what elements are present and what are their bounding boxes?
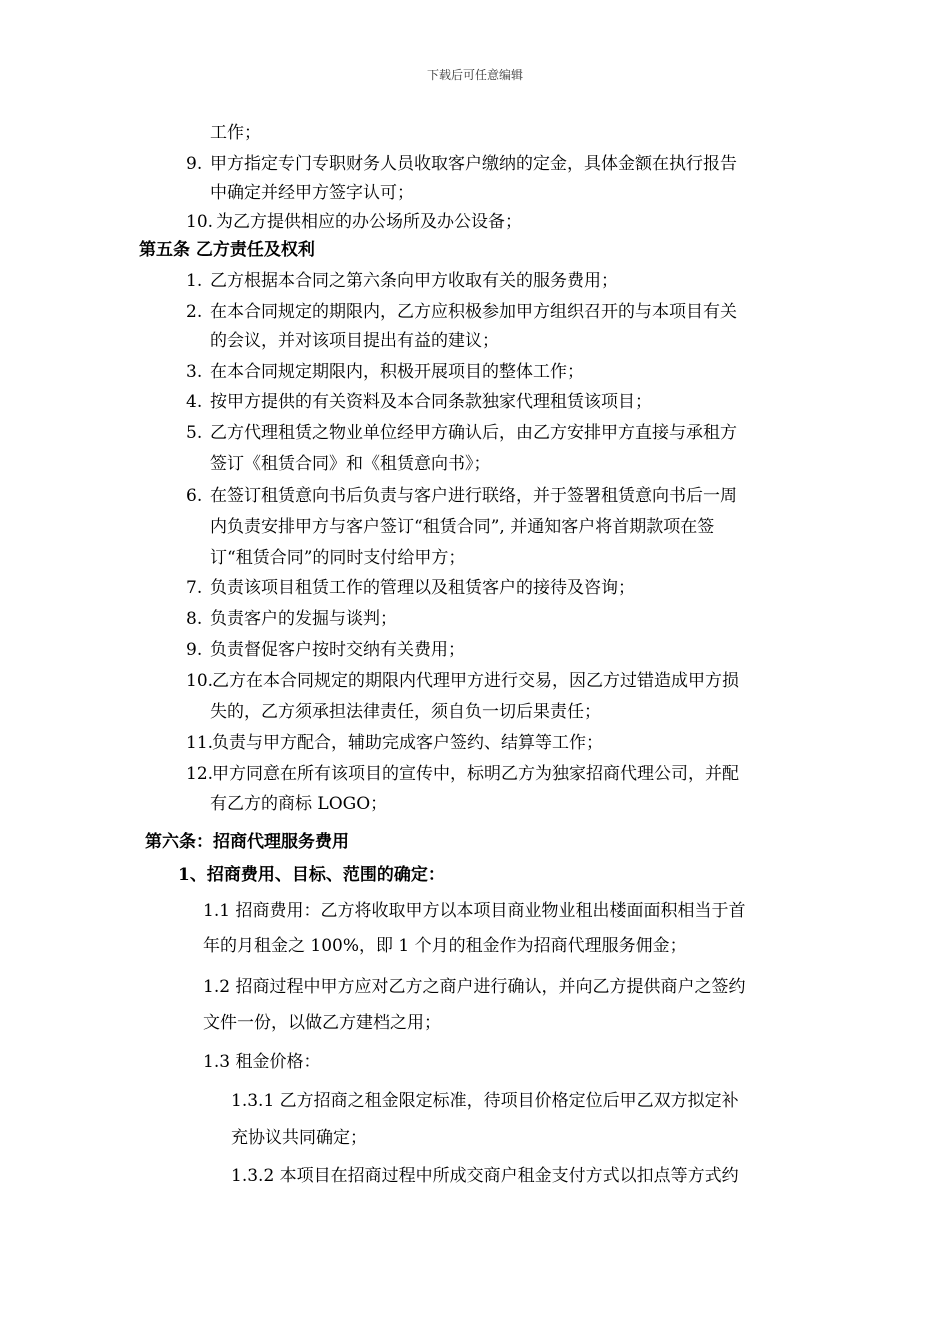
s5-item-11-number: 11. — [186, 733, 214, 753]
s5-item-9-line-1: 负责督促客户按时交纳有关费用； — [210, 640, 465, 660]
s5-item-7-number: 7. — [186, 578, 203, 598]
item-9-line-2: 中确定并经甲方签字认可； — [210, 183, 414, 203]
item-10-number: 10. — [186, 212, 214, 232]
section-6-title: 第六条：招商代理服务费用 — [145, 832, 349, 852]
item-9-number: 9. — [186, 154, 203, 174]
s5-item-8-number: 8. — [186, 609, 203, 629]
s5-item-12-number: 12. — [186, 764, 214, 784]
s5-item-1-number: 1. — [186, 271, 203, 291]
section-5-title: 第五条 乙方责任及权利 — [139, 240, 315, 260]
clause-1-3-1-line-2: 充协议共同确定； — [231, 1128, 367, 1148]
clause-1-3-1-line-1: 1.3.1 乙方招商之租金限定标准，待项目价格定位后甲乙双方拟定补 — [231, 1091, 739, 1111]
s5-item-6-line-1: 在签订租赁意向书后负责与客户进行联络，并于签署租赁意向书后一周 — [210, 486, 737, 506]
item-9-line-1: 甲方指定专门专职财务人员收取客户缴纳的定金，具体金额在执行报告 — [210, 154, 737, 174]
item-8-continuation: 工作； — [210, 123, 261, 143]
s5-item-11-line-1: 负责与甲方配合，辅助完成客户签约、结算等工作； — [212, 733, 603, 753]
clause-1-3: 1.3 租金价格： — [203, 1052, 321, 1072]
s5-item-5-line-2: 签订《租赁合同》和《租赁意向书》； — [210, 454, 491, 474]
s5-item-1-line-1: 乙方根据本合同之第六条向甲方收取有关的服务费用； — [210, 271, 618, 291]
s5-item-5-line-1: 乙方代理租赁之物业单位经甲方确认后，由乙方安排甲方直接与承租方 — [210, 423, 737, 443]
clause-1-2-line-1: 1.2 招商过程中甲方应对乙方之商户进行确认，并向乙方提供商户之签约 — [203, 977, 746, 997]
s5-item-12-line-2: 有乙方的商标 LOGO； — [210, 794, 388, 814]
item-10-text: 为乙方提供相应的办公场所及办公设备； — [216, 212, 522, 232]
section-6-subtitle-1: 1、招商费用、目标、范围的确定： — [178, 865, 445, 885]
s5-item-12-line-1: 甲方同意在所有该项目的宣传中，标明乙方为独家招商代理公司，并配 — [212, 764, 739, 784]
s5-item-4-number: 4. — [186, 392, 203, 412]
s5-item-3-number: 3. — [186, 362, 203, 382]
s5-item-10-line-1: 乙方在本合同规定的期限内代理甲方进行交易，因乙方过错造成甲方损 — [212, 671, 739, 691]
s5-item-6-line-2: 内负责安排甲方与客户签订“租赁合同”, 并通知客户将首期款项在签 — [210, 517, 715, 537]
clause-1-2-line-2: 文件一份，以做乙方建档之用； — [203, 1013, 441, 1033]
clause-1-3-2-line-1: 1.3.2 本项目在招商过程中所成交商户租金支付方式以扣点等方式约 — [231, 1166, 739, 1186]
s5-item-3-line-1: 在本合同规定期限内，积极开展项目的整体工作； — [210, 362, 584, 382]
clause-1-1-line-2: 年的月租金之 100%，即 1 个月的租金作为招商代理服务佣金； — [203, 936, 687, 956]
s5-item-2-line-1: 在本合同规定的期限内，乙方应积极参加甲方组织召开的与本项目有关 — [210, 302, 737, 322]
s5-item-6-number: 6. — [186, 486, 203, 506]
s5-item-10-number: 10. — [186, 671, 214, 691]
page-header: 下载后可任意编辑 — [426, 68, 523, 82]
s5-item-2-line-2: 的会议，并对该项目提出有益的建议； — [210, 331, 499, 351]
s5-item-7-line-1: 负责该项目租赁工作的管理以及租赁客户的接待及咨询； — [210, 578, 635, 598]
s5-item-2-number: 2. — [186, 302, 203, 322]
clause-1-1-line-1: 1.1 招商费用：乙方将收取甲方以本项目商业物业租出楼面面积相当于首 — [203, 901, 746, 921]
s5-item-10-line-2: 失的，乙方须承担法律责任，须自负一切后果责任； — [210, 702, 601, 722]
s5-item-8-line-1: 负责客户的发掘与谈判； — [210, 609, 397, 629]
s5-item-5-number: 5. — [186, 423, 203, 443]
s5-item-9-number: 9. — [186, 640, 203, 660]
s5-item-6-line-3: 订“租赁合同”的同时支付给甲方； — [210, 548, 466, 568]
s5-item-4-line-1: 按甲方提供的有关资料及本合同条款独家代理租赁该项目； — [210, 392, 652, 412]
